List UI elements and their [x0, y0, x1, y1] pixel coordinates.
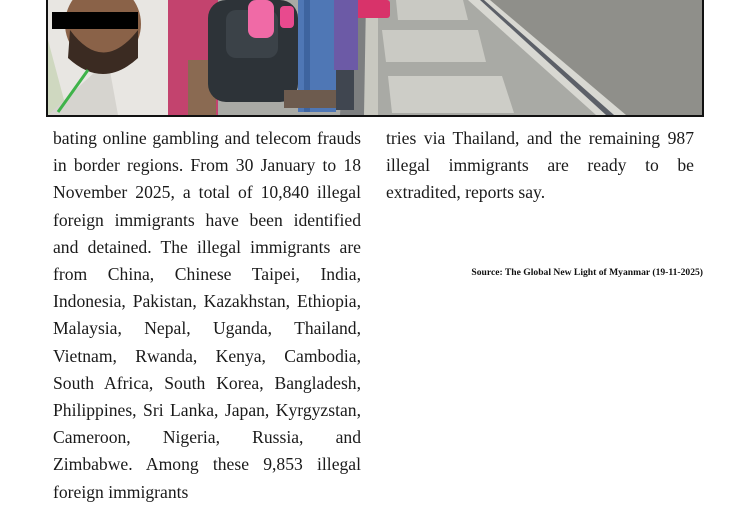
news-photo	[46, 0, 704, 117]
pink-bottle	[248, 0, 274, 38]
paving-tile	[388, 76, 514, 113]
pink-bottle-small	[280, 6, 294, 28]
photo-illustration	[48, 0, 702, 115]
source-credit: Source: The Global New Light of Myanmar (19-11-2025)	[471, 267, 703, 278]
article-column-left: bating online gambling and telecom frauds in border regions. From 30 January to 18 November 2025, a total of 10,840 illegal foreign immigrants have been identified and detained. The illegal immigrants are from China, Chinese Taipei, India, Indonesia, Pakistan, Kazakhstan, Ethiopia, Malaysia, Nepal, Uganda, Thailand, Vietnam, Rwanda, Kenya, Cambodia, South Africa, South Korea, Bangladesh, Philippines, Sri Lanka, Japan, Kyrgyzstan, Cameroon, Nigeria, Russia, and Zimbabwe. Among these 9,853 illegal foreign immigrants	[53, 128, 361, 502]
paving-tile	[396, 0, 468, 20]
paving-tile	[382, 30, 486, 62]
shoe	[284, 90, 344, 108]
article-column-right: tries via Thailand, and the remaining 987 illegal immigrants are ready to be extradited, reports say.	[386, 128, 694, 203]
person-purple	[334, 0, 358, 70]
redaction-bar	[52, 12, 138, 29]
person-legs	[336, 70, 354, 110]
